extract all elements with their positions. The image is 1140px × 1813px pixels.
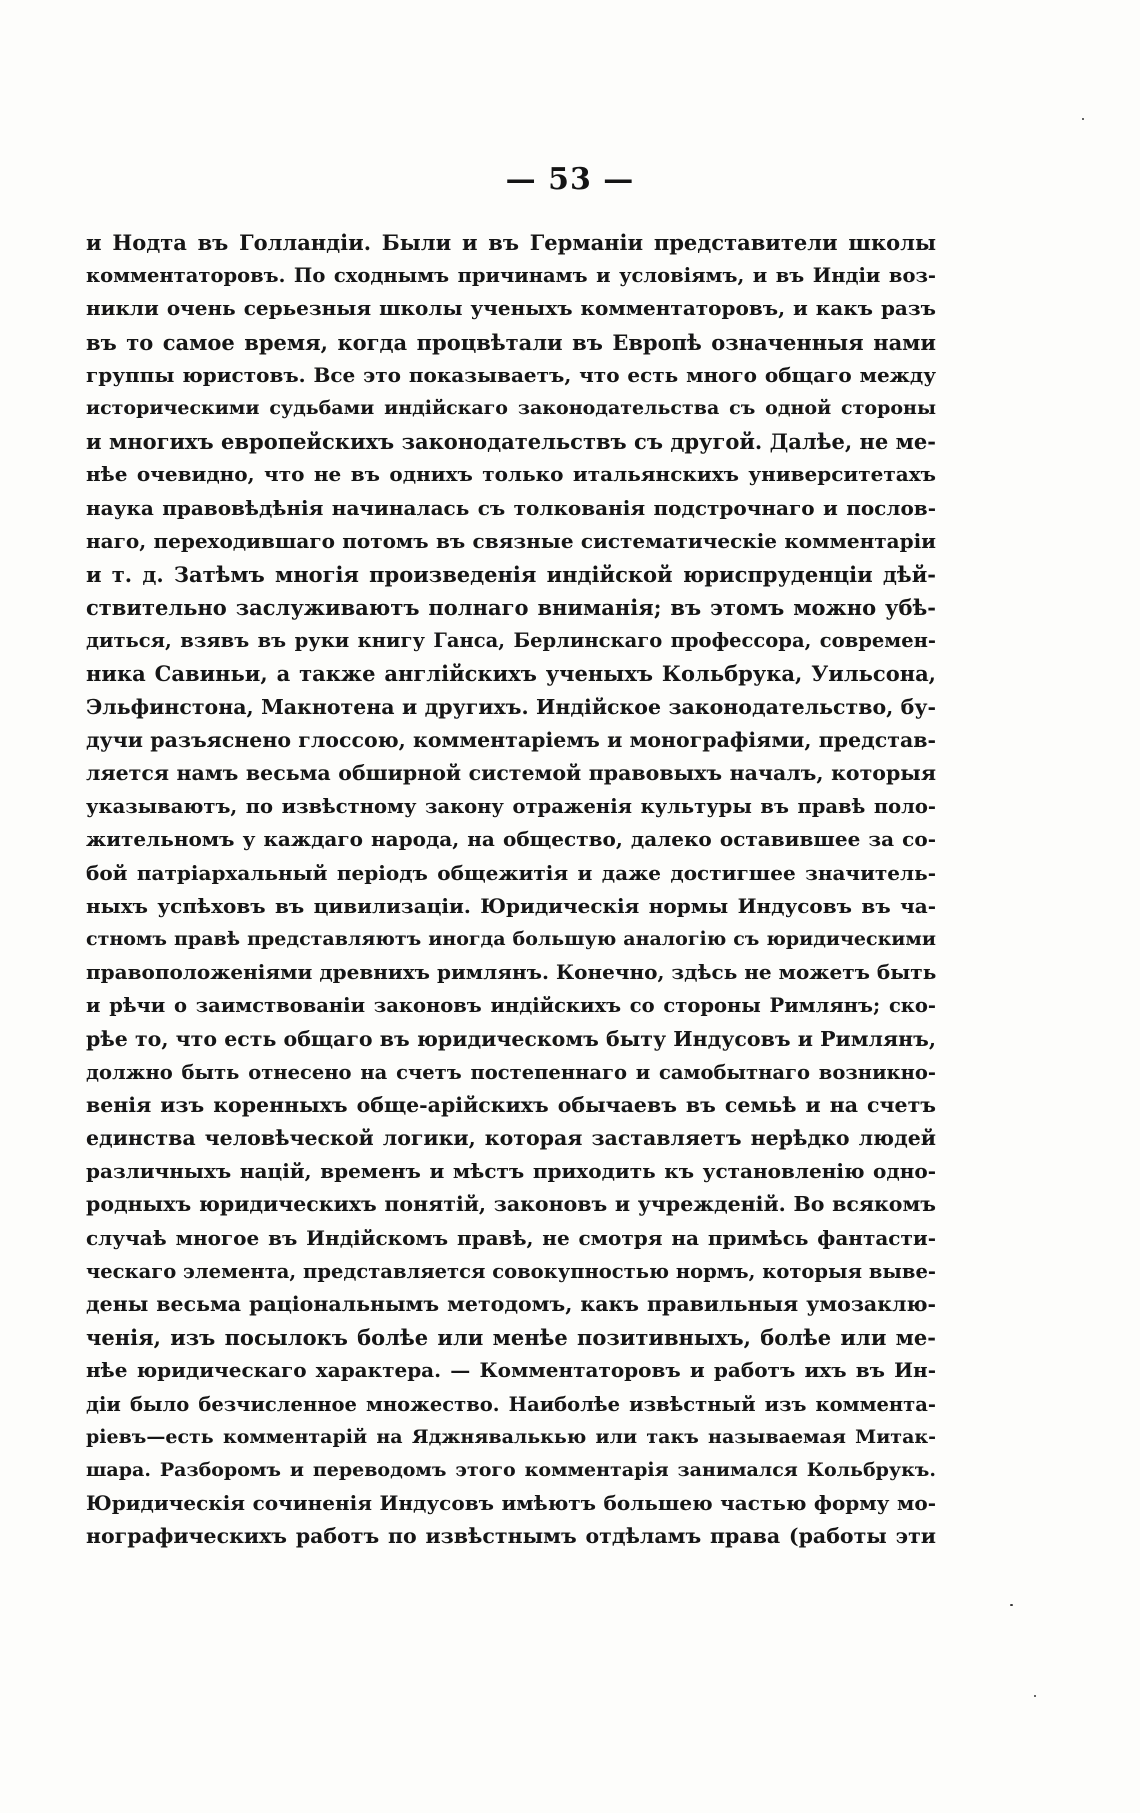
text-line: родныхъ юридическихъ понятій, законовъ и учрежденій. Во всякомъ bbox=[86, 1192, 936, 1217]
text-line: группы юристовъ. Все это показываетъ, что есть много общаго между bbox=[86, 362, 936, 387]
text-line: стномъ правѣ представляютъ иногда большую аналогію съ юридическими bbox=[86, 927, 936, 950]
body-text bbox=[86, 226, 936, 1554]
text-line: различныхъ націй, временъ и мѣстъ приходить къ установленію одно- bbox=[86, 1159, 936, 1184]
text-line: историческими судьбами индійскаго законодательства съ одной стороны bbox=[86, 396, 936, 419]
text-line: диться, взявъ въ руки книгу Ганса, Берлинскаго профессора, современ- bbox=[86, 629, 936, 653]
text-line: должно быть отнесено на счетъ постепеннаго и самобытнаго возникно- bbox=[86, 1060, 936, 1084]
text-line: наго, переходившаго потомъ въ связные систематическіе комментаріи bbox=[86, 528, 936, 553]
text-line: указываютъ, по извѣстному закону отраженія культуры въ правѣ поло- bbox=[86, 795, 936, 819]
paper-speck bbox=[1082, 118, 1084, 120]
text-line: случаѣ многое въ Индійскомъ правѣ, не смотря на примѣсь фантасти- bbox=[86, 1225, 936, 1250]
text-line: ляется намъ весьма обширной системой правовыхъ началъ, которыя bbox=[86, 761, 936, 785]
text-line: діи было безчисленное множество. Наиболѣе извѣстный изъ коммента- bbox=[86, 1392, 936, 1416]
text-line: ріевъ—есть комментарій на Яджнявалькью или такъ называемая Митак- bbox=[86, 1425, 936, 1448]
text-line: ныхъ успѣховъ въ цивилизаціи. Юридическія нормы Индусовъ въ ча- bbox=[86, 893, 936, 918]
text-line: ствительно заслуживаютъ полнаго вниманія; въ этомъ можно убѣ- bbox=[86, 595, 936, 621]
text-line: единства человѣческой логики, которая заставляетъ нерѣдко людей bbox=[86, 1126, 936, 1151]
text-line: рѣе то, что есть общаго въ юридическомъ быту Индусовъ и Римлянъ, bbox=[86, 1026, 936, 1051]
text-line: нографическихъ работъ по извѣстнымъ отдѣламъ права (работы эти bbox=[86, 1524, 936, 1549]
text-line: и рѣчи о заимствованіи законовъ индійскихъ со стороны Римлянъ; ско- bbox=[86, 994, 936, 1018]
text-line: правоположеніями древнихъ римлянъ. Конечно, здѣсь не можетъ быть bbox=[86, 960, 936, 985]
text-line: нѣе очевидно, что не въ однихъ только итальянскихъ университетахъ bbox=[86, 462, 936, 487]
text-line: Эльфинстона, Макнотена и другихъ. Индійское законодательство, бу- bbox=[86, 694, 936, 719]
text-line: никли очень серьезныя школы ученыхъ комментаторовъ, и какъ разъ bbox=[86, 296, 936, 321]
text-line: комментаторовъ. По сходнымъ причинамъ и условіямъ, и въ Индіи воз- bbox=[86, 264, 936, 288]
text-line: и т. д. Затѣмъ многія произведенія индійской юриспруденціи дѣй- bbox=[86, 561, 936, 587]
paper-speck bbox=[1034, 1695, 1036, 1697]
text-line: шара. Разборомъ и переводомъ этого комментарія занимался Кольбрукъ. bbox=[86, 1458, 936, 1481]
text-line: бой патріархальный періодъ общежитія и даже достигшее значитель- bbox=[86, 860, 936, 885]
text-line: жительномъ у каждаго народа, на общество, далеко оставившее за со- bbox=[86, 827, 936, 852]
text-line: дучи разъяснено глоссою, комментаріемъ и монографіями, представ- bbox=[86, 727, 936, 752]
text-line: венія изъ коренныхъ обще-арійскихъ обычаевъ въ семьѣ и на счетъ bbox=[86, 1092, 936, 1117]
text-line: ника Савиньи, а также англійскихъ ученыхъ Кольбрука, Уильсона, bbox=[86, 661, 936, 687]
text-line: въ то самое время, когда процвѣтали въ Европѣ означенныя нами bbox=[86, 329, 936, 355]
page-number: — 53 — bbox=[505, 162, 635, 197]
text-line: Юридическія сочиненія Индусовъ имѣютъ большею частью форму мо- bbox=[86, 1491, 936, 1516]
text-line: дены весьма раціональнымъ методомъ, какъ правильныя умозаклю- bbox=[86, 1292, 936, 1316]
text-line: нѣе юридическаго характера. — Комментаторовъ и работъ ихъ въ Ин- bbox=[86, 1358, 936, 1383]
text-line: и Нодта въ Голландіи. Были и въ Германіи представители школы bbox=[86, 230, 936, 255]
text-line: ченія, изъ посылокъ болѣе или менѣе позитивныхъ, болѣе или ме- bbox=[86, 1325, 936, 1351]
text-line: наука правовѣдѣнія начиналась съ толкованія подстрочнаго и послов- bbox=[86, 495, 936, 520]
text-line: ческаго элемента, представляется совокупностью нормъ, которыя выве- bbox=[86, 1259, 936, 1283]
paper-speck bbox=[1010, 1604, 1013, 1606]
text-line: и многихъ европейскихъ законодательствъ съ другой. Далѣе, не ме- bbox=[86, 429, 936, 455]
